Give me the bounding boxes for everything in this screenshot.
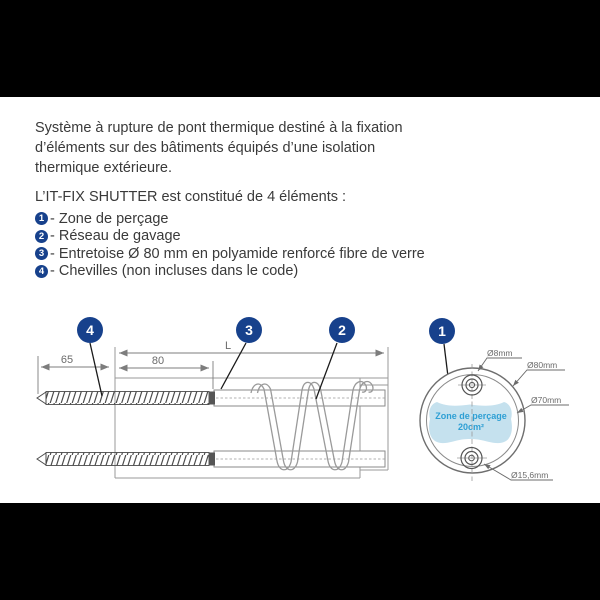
intro-line-1: Système à rupture de pont thermique destiné à la fixation [35, 120, 403, 136]
intro-line-2: d’éléments sur des bâtiments équipés d’une isolation [35, 140, 376, 156]
item-4-label: - Chevilles (non incluses dans le code) [50, 263, 299, 280]
drilling-zone-label: Zone de perçage [435, 411, 507, 421]
label-outer-diameter: Ø80mm [527, 360, 558, 370]
dim-L-label: L [224, 340, 232, 352]
item-2-number-badge: 2 [35, 230, 48, 243]
item-1-label: - Zone de perçage [50, 210, 169, 227]
screw-top [37, 392, 215, 405]
item-3-label: - Entretoise Ø 80 mm en polyamide renforcé fibre de verre [50, 245, 425, 262]
label-top-hole-diameter: Ø8mm [487, 348, 513, 358]
drilling-zone-area: 20cm² [457, 422, 485, 432]
callout-4-number: 4 [86, 322, 94, 338]
dim-80-label: 80 [151, 355, 165, 367]
callout-2-number: 2 [338, 322, 346, 338]
item-4-number-badge: 4 [35, 265, 48, 278]
end-view [420, 348, 569, 481]
elements-heading: L’IT-FIX SHUTTER est constitué de 4 éléments : [35, 189, 347, 205]
item-1-number-badge: 1 [35, 212, 48, 225]
dim-65-label: 65 [60, 354, 74, 366]
intro-line-3: thermique extérieure. [35, 160, 173, 176]
dimension-lines [38, 353, 384, 394]
assembly-side-view [37, 317, 455, 478]
callout-3-number: 3 [245, 322, 253, 338]
callout-badges [77, 317, 455, 344]
item-2-label: - Réseau de gavage [50, 228, 181, 245]
label-bottom-hole-diameter: Ø15,6mm [511, 470, 549, 480]
screw-bottom [37, 453, 215, 466]
callout-1-number: 1 [438, 323, 446, 339]
item-3-number-badge: 3 [35, 247, 48, 260]
label-inner-diameter: Ø70mm [531, 395, 562, 405]
